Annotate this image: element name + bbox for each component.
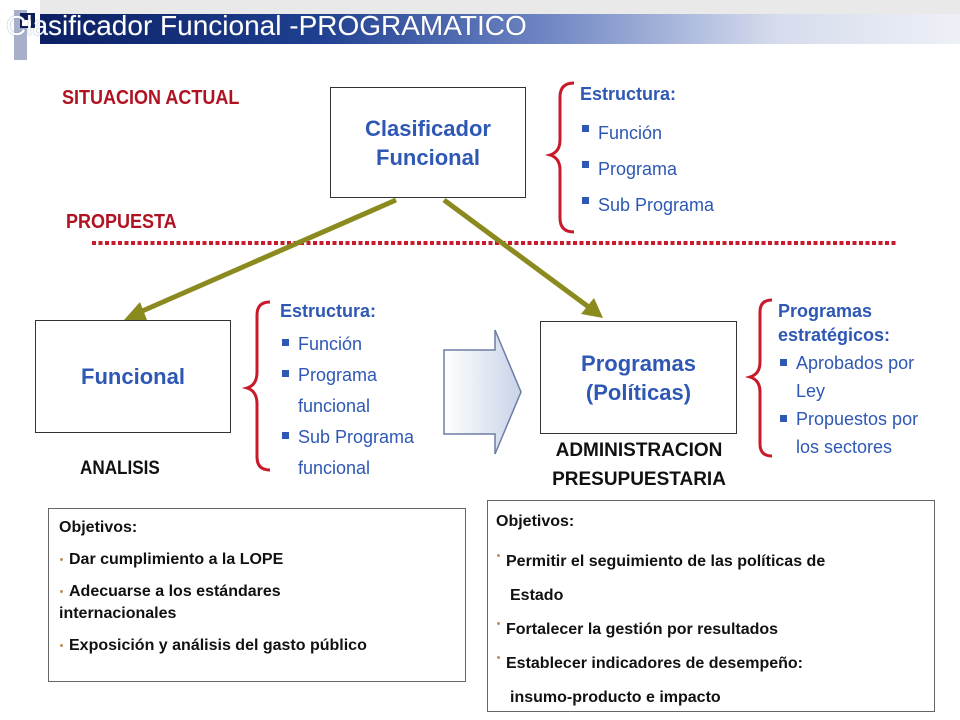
list-item-continuation: funcional: [298, 458, 371, 478]
arrow-to-programas: [444, 200, 590, 308]
presupuestaria-label: PRESUPUESTARIA: [552, 469, 726, 490]
clasificador-line1: Clasificador: [365, 115, 491, 141]
list-item: Adecuarse a los estándares: [59, 581, 455, 603]
list-item: Programa: [580, 151, 714, 187]
list-item: Propuestos por: [778, 405, 918, 433]
objetivos-der-box: [487, 500, 935, 712]
list-item: Aprobados por: [778, 349, 918, 377]
programas-estrategicos-title2: estratégicos:: [778, 325, 891, 345]
administracion-presupuestaria: [540, 436, 738, 494]
list-item-continuation: los sectores: [796, 437, 893, 457]
situacion-actual-label: SITUACION ACTUAL: [62, 87, 240, 109]
funcional-box: [35, 320, 231, 433]
list-item: Establecer indicadores de desempeño:: [496, 647, 926, 681]
estructura-actual: [580, 82, 714, 223]
page-title: Clasificador Funcional -PROGRAMATICO: [6, 10, 527, 41]
analisis-label: ANALISIS: [80, 458, 160, 479]
funcional-label: Funcional: [81, 364, 185, 389]
estructura-funcional-list: [280, 329, 414, 484]
list-item: Exposición y análisis del gasto público: [59, 635, 455, 657]
programas-line2: (Políticas): [585, 379, 692, 405]
list-item: Programa: [280, 360, 414, 391]
list-item-continuation: Ley: [796, 381, 826, 401]
brace-estructura-actual: [550, 83, 574, 232]
list-item-continuation: funcional: [298, 396, 371, 416]
list-item-continuation: Estado: [510, 587, 564, 604]
brace-estructura-funcional: [247, 302, 270, 470]
objetivos-izq-title: Objetivos:: [59, 519, 138, 536]
objetivos-der-list: [496, 545, 926, 715]
brace-programas-estrategicos: [750, 300, 772, 456]
list-item: Sub Programa: [280, 422, 414, 453]
programas-estrategicos: [778, 299, 918, 461]
estructura-funcional-title: Estructura:: [280, 301, 377, 321]
list-item: Permitir el seguimiento de las políticas de: [496, 545, 926, 579]
objetivos-der-title: Objetivos:: [496, 513, 575, 530]
list-item: Función: [580, 115, 714, 151]
estructura-actual-title: Estructura:: [580, 84, 677, 104]
objetivos-izq-list: [59, 549, 455, 657]
list-item: Fortalecer la gestión por resultados: [496, 613, 926, 647]
programas-line1: Programas: [581, 350, 696, 376]
arrow-to-funcional: [140, 200, 396, 312]
block-arrow: [444, 330, 521, 454]
programas-estrategicos-title1: Programas: [778, 301, 873, 321]
list-item: Sub Programa: [580, 187, 714, 223]
list-item: Dar cumplimiento a la LOPE: [59, 549, 455, 571]
estructura-funcional: [280, 299, 414, 484]
list-item: Función: [280, 329, 414, 360]
programas-estrategicos-list: [778, 349, 918, 461]
clasificador-funcional-box: [330, 87, 526, 198]
objetivos-izq-box: [48, 508, 466, 682]
clasificador-line2: Funcional: [376, 144, 480, 170]
propuesta-label: PROPUESTA: [66, 211, 177, 233]
programas-box: [540, 321, 737, 434]
list-item-continuation: insumo-producto e impacto: [510, 689, 721, 706]
list-item-continuation: internacionales: [59, 605, 177, 622]
administracion-label: ADMINISTRACION: [555, 440, 723, 461]
estructura-actual-list: [580, 115, 714, 223]
